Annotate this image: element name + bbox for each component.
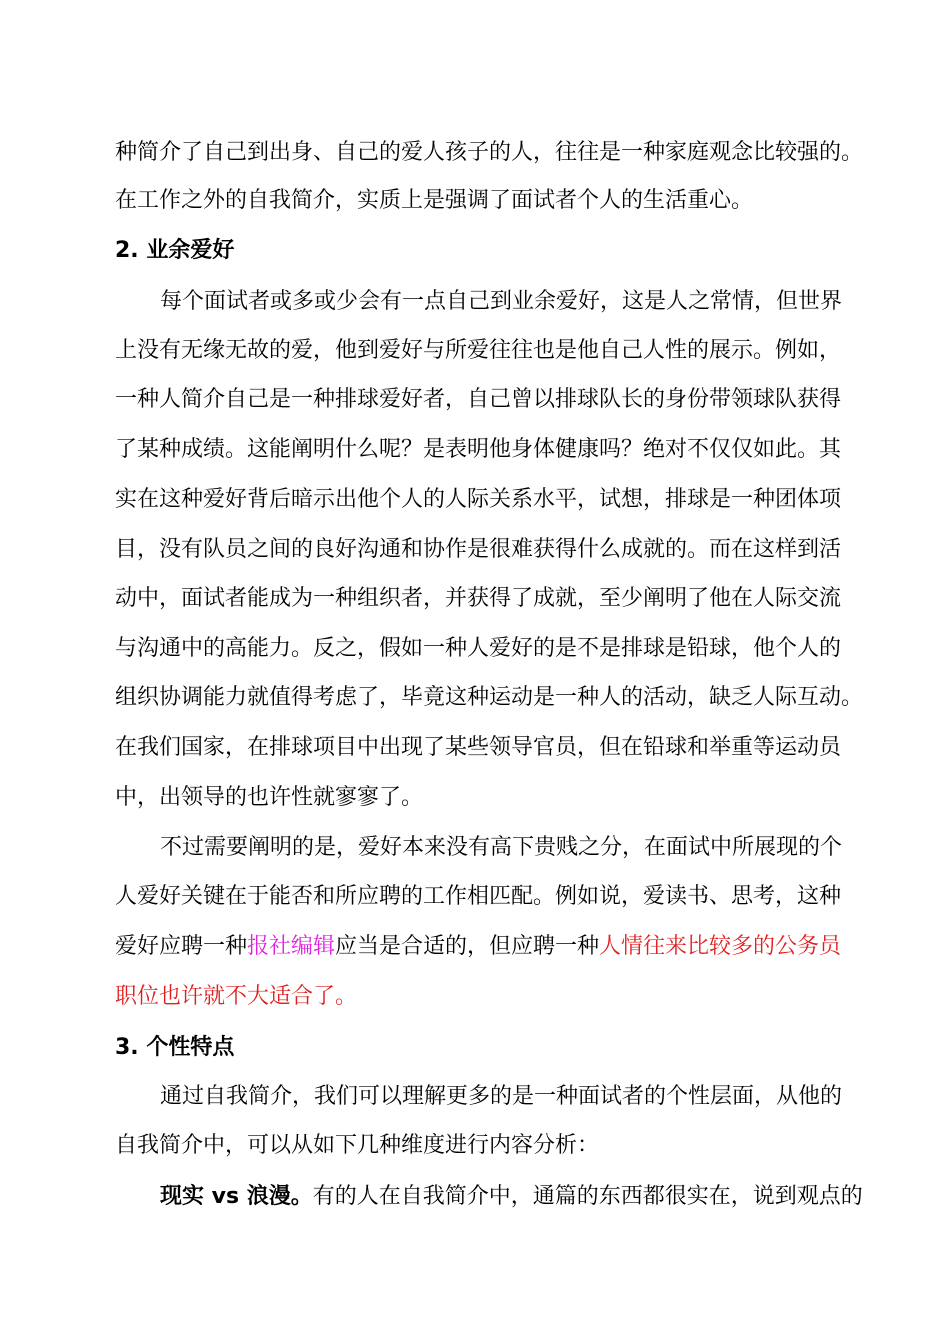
paragraph-line: 通过自我简介，我们可以理解更多的是一种面试者的个性层面，从他的 <box>160 1084 843 1109</box>
highlight-civil-servant: 人情往来比较多的公务员 <box>599 934 842 959</box>
paragraph-line: 中，出领导的也许性就寥寥了。 <box>115 785 424 810</box>
paragraph-line: 自我简介中，可以从如下几种维度进行内容分析： <box>115 1133 600 1158</box>
highlight-newspaper-editor: 报社编辑 <box>247 934 336 959</box>
paragraph-line-red: 职位也许就不大适合了。 <box>115 984 358 1009</box>
paragraph-line-last <box>160 1183 920 1211</box>
section-heading-personality: 3. 个性特点 <box>115 1035 235 1060</box>
paragraph-line-colored <box>115 933 875 961</box>
paragraph-line: 动中，面试者能成为一种组织者，并获得了成就，至少阐明了他在人际交流 <box>115 586 842 611</box>
paragraph-line: 不过需要阐明的是，爱好本来没有高下贵贱之分，在面试中所展现的个 <box>160 835 843 860</box>
text-segment: 有的人在自我简介中，通篇的东西都很实在，说到观点的 <box>312 1184 863 1209</box>
bold-term-realism-vs-romance: 现实 vs 浪漫。 <box>160 1184 313 1209</box>
paragraph-line: 目，没有队员之间的良好沟通和协作是很难获得什么成就的。而在这样到活 <box>115 537 842 562</box>
paragraph-line: 人爱好关键在于能否和所应聘的工作相匹配。例如说，爱读书、思考，这种 <box>115 884 842 909</box>
paragraph-line: 一种人简介自己是一种排球爱好者，自己曾以排球队长的身份带领球队获得 <box>115 387 842 412</box>
text-segment: 爱好应聘一种 <box>115 934 248 959</box>
paragraph-line: 上没有无缘无故的爱，他到爱好与所爱往往也是他自己人性的展示。例如， <box>115 338 842 363</box>
paragraph-line: 种简介了自己到出身、自己的爱人孩子的人，往往是一种家庭观念比较强的。 <box>115 140 864 165</box>
paragraph-line: 组织协调能力就值得考虑了，毕竟这种运动是一种人的活动，缺乏人际互动。 <box>115 685 864 710</box>
text-segment: 应当是合适的，但应聘一种 <box>335 934 600 959</box>
paragraph-line: 每个面试者或多或少会有一点自己到业余爱好，这是人之常情，但世界 <box>160 289 843 314</box>
paragraph-line: 在工作之外的自我简介，实质上是强调了面试者个人的生活重心。 <box>115 188 754 213</box>
paragraph-line: 实在这种爱好背后暗示出他个人的人际关系水平，试想，排球是一种团体项 <box>115 487 842 512</box>
paragraph-line: 了某种成绩。这能阐明什么呢？是表明他身体健康吗？绝对不仅仅如此。其 <box>115 437 842 462</box>
paragraph-line: 与沟通中的高能力。反之，假如一种人爱好的是不是排球是铅球，他个人的 <box>115 636 842 661</box>
section-heading-hobbies: 2. 业余爱好 <box>115 238 235 263</box>
paragraph-line: 在我们国家，在排球项目中出现了某些领导官员，但在铅球和举重等运动员 <box>115 735 842 760</box>
